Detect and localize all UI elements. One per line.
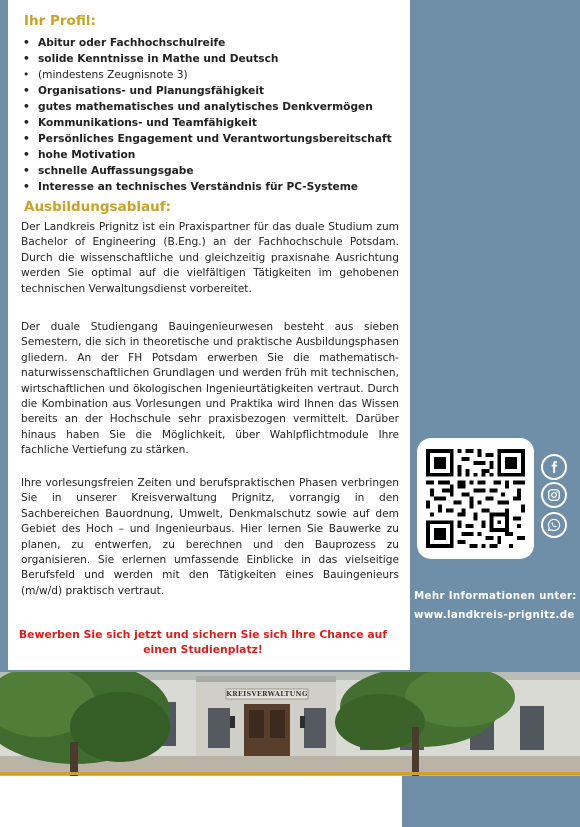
website-link[interactable]: www.landkreis-prignitz.de bbox=[414, 609, 575, 621]
ablauf-heading: Ausbildungsablauf: bbox=[24, 199, 171, 215]
cta-line-1: Bewerben Sie sich jetzt und sichern Sie sich Ihre Chance auf bbox=[18, 628, 388, 641]
call-to-action bbox=[14, 627, 392, 657]
qr-code-box[interactable] bbox=[417, 438, 534, 559]
ablauf-paragraph-2: Der duale Studiengang Bauingenieurwesen besteht aus sieben Semestern, die sich in theoretische und praktische Ausbildungsphasen gliedern. An der FH Potsdam erwerben Sie die mathematisch-naturwissenschaftlichen Grundlagen und werden früh mit technischen, wirtschaftlichen und ökologischen Ingenieurtätigkeiten vertraut. Durch die Kombination aus Vorlesungen und Praktika wird Ihnen das Wissen bereits an der Hochschule sehr praxisbezogen vermittelt. Darüber hinaus haben Sie die Möglichkeit, über Wahlpflichtmodule Ihre fachliche Vertiefung zu stärken. bbox=[21, 321, 399, 457]
list-item: • Kommunikations- und Teamfähigkeit bbox=[22, 115, 407, 131]
profil-heading: Ihr Profil: bbox=[24, 13, 96, 29]
building-photo bbox=[0, 672, 580, 776]
building-sign: KREISVERWALTUNG bbox=[226, 690, 308, 698]
whatsapp-icon[interactable] bbox=[541, 512, 567, 538]
more-info-label: Mehr Informationen unter: bbox=[414, 590, 577, 602]
list-item: • Persönliches Engagement und Verantwortungsbereitschaft bbox=[22, 131, 407, 147]
list-item: • schnelle Auffassungsgabe bbox=[22, 163, 407, 179]
qr-code-icon bbox=[426, 449, 525, 548]
cta-line-2: einen Studienplatz! bbox=[143, 643, 263, 656]
ablauf-paragraph-3: Ihre vorlesungsfreien Zeiten und berufspraktischen Phasen verbringen Sie in unserer Kreisverwaltung Prignitz, vorrangig in den Sachbereichen Bauordnung, Umwelt, Denkmalschutz sowie auf dem Gebiet des Hoch – und Ingenieurbaus. Hier lernen Sie Bauwerke zu planen, zu entwerfen, zu berechnen und den Bauprozess zu organisieren. Sie erlernen umfassende Einblicke in das vielseitige Berufsfeld und werden mit den Tätigkeiten eines Bauingenieurs (m/w/d) praktisch vertraut. bbox=[21, 477, 399, 597]
list-item: • solide Kenntnisse in Mathe und Deutsch bbox=[22, 51, 407, 67]
profil-list bbox=[22, 35, 407, 195]
facebook-icon[interactable] bbox=[541, 454, 567, 480]
list-item: • hohe Motivation bbox=[22, 147, 407, 163]
list-item: • gutes mathematisches und analytisches Denkvermögen bbox=[22, 99, 407, 115]
blue-footer-block bbox=[402, 776, 580, 827]
list-item: • Interesse an technisches Verständnis für PC-Systeme bbox=[22, 179, 407, 195]
gold-divider bbox=[0, 772, 580, 775]
list-item: • Organisations- und Planungsfähigkeit bbox=[22, 83, 407, 99]
ablauf-paragraph-1: Der Landkreis Prignitz ist ein Praxispartner für das duale Studium zum Bachelor of Engineering (B.Eng.) an der Fachhochschule Potsdam. Durch die wissenschaftliche und gleichzeitig praxisnahe Ausrichtung werden Sie optimal auf die vielfältigen Tätigkeiten im gehobenen technischen Verwaltungsdienst vorbereitet. bbox=[21, 221, 399, 295]
instagram-icon[interactable] bbox=[541, 482, 567, 508]
building-illustration bbox=[0, 672, 580, 776]
list-item: • (mindestens Zeugnisnote 3) bbox=[22, 67, 407, 83]
list-item: • Abitur oder Fachhochschulreife bbox=[22, 35, 407, 51]
